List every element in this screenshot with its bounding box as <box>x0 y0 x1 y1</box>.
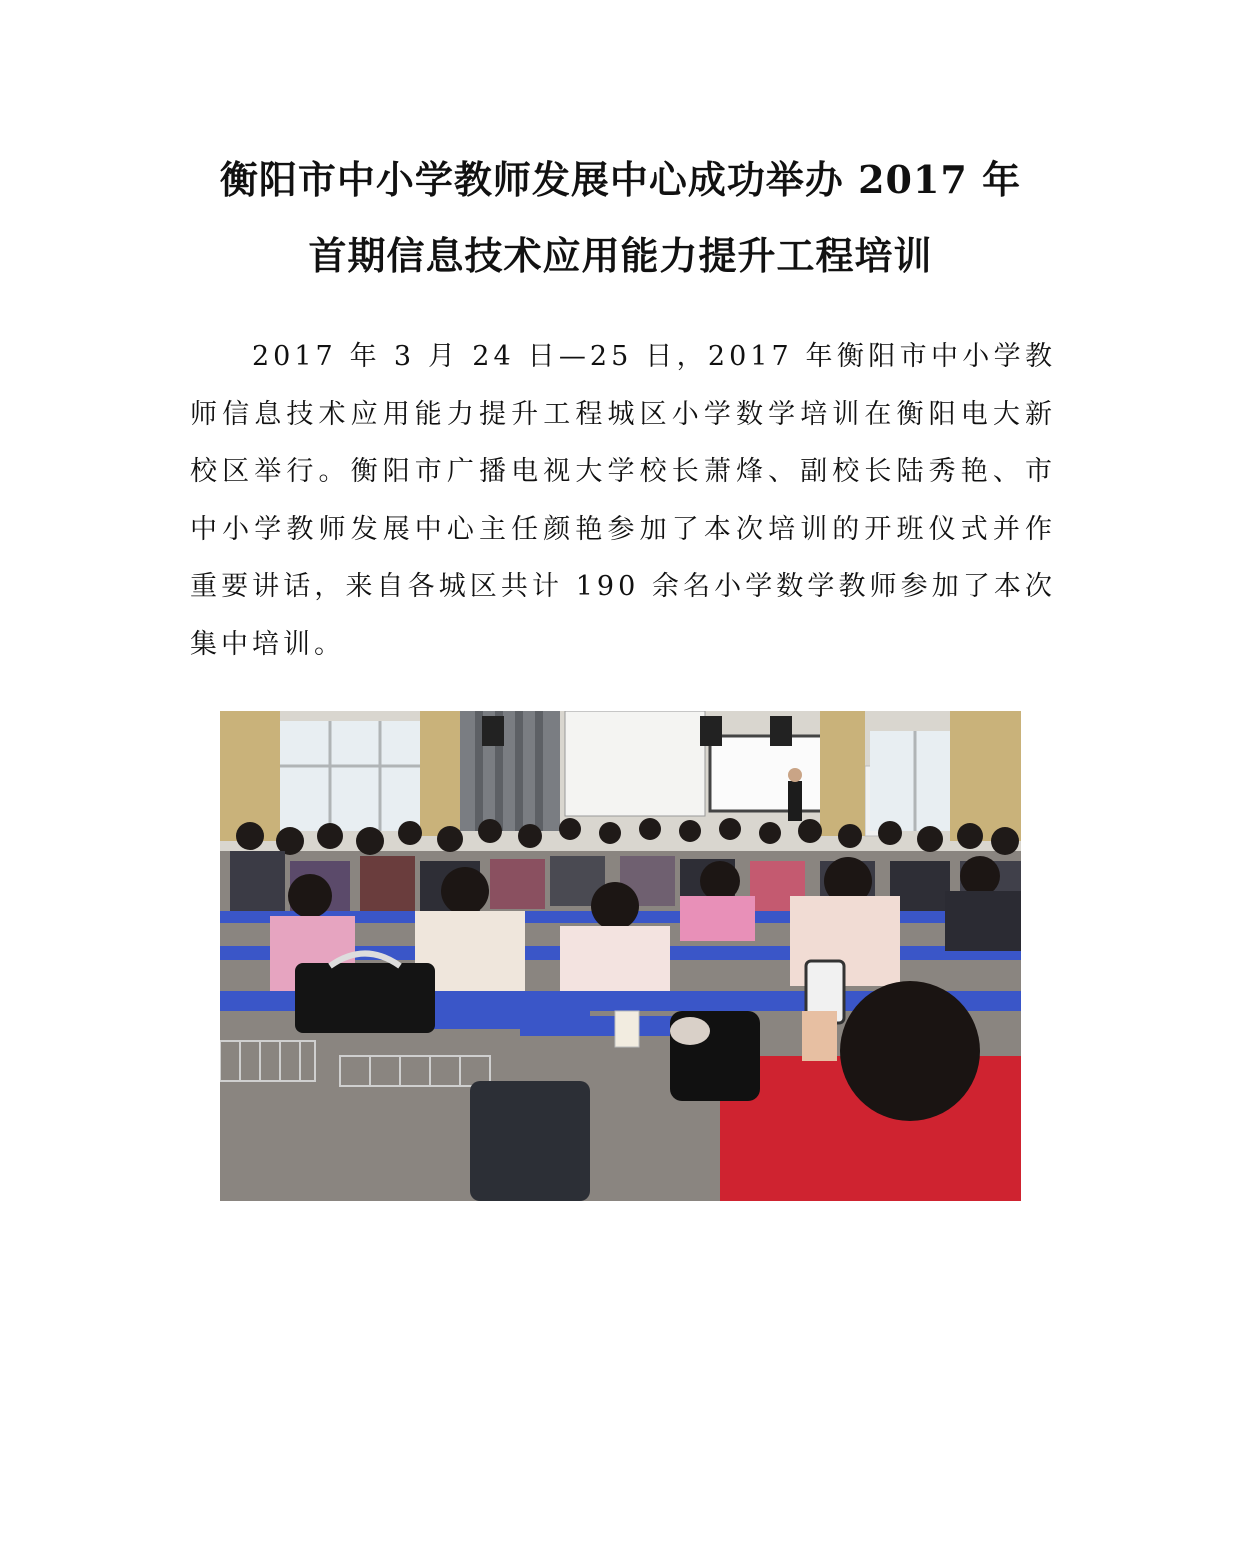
whiteboard <box>710 736 830 811</box>
classroom-training-photo <box>220 711 1021 1201</box>
left-window <box>280 721 430 831</box>
title-line-1: 衡阳市中小学教师发展中心成功举办 2017 年 <box>219 157 1022 202</box>
title-line-2: 首期信息技术应用能力提升工程培训 <box>308 233 933 278</box>
projector-screen <box>565 711 705 816</box>
right-curtain <box>950 711 1021 841</box>
presenter <box>788 781 802 821</box>
black-bag <box>295 963 435 1033</box>
photo-illustration <box>220 711 1021 1201</box>
left-curtain <box>220 711 280 841</box>
document-title <box>150 142 1091 294</box>
body-paragraph: 2017 年 3 月 24 日—25 日，2017 年衡阳市中小学教师信息技术应用能力提升工程城区小学数学培训在衡阳电大新校区举行。衡阳市广播电视大学校长萧烽、副校长陆秀艳、市中小学教师发展中心主任颜艳参加了本次培训的开班仪式并作重要讲话，来自各城区共计 190 余名小学数学教师参加了本次集中培训。 <box>190 341 1056 660</box>
